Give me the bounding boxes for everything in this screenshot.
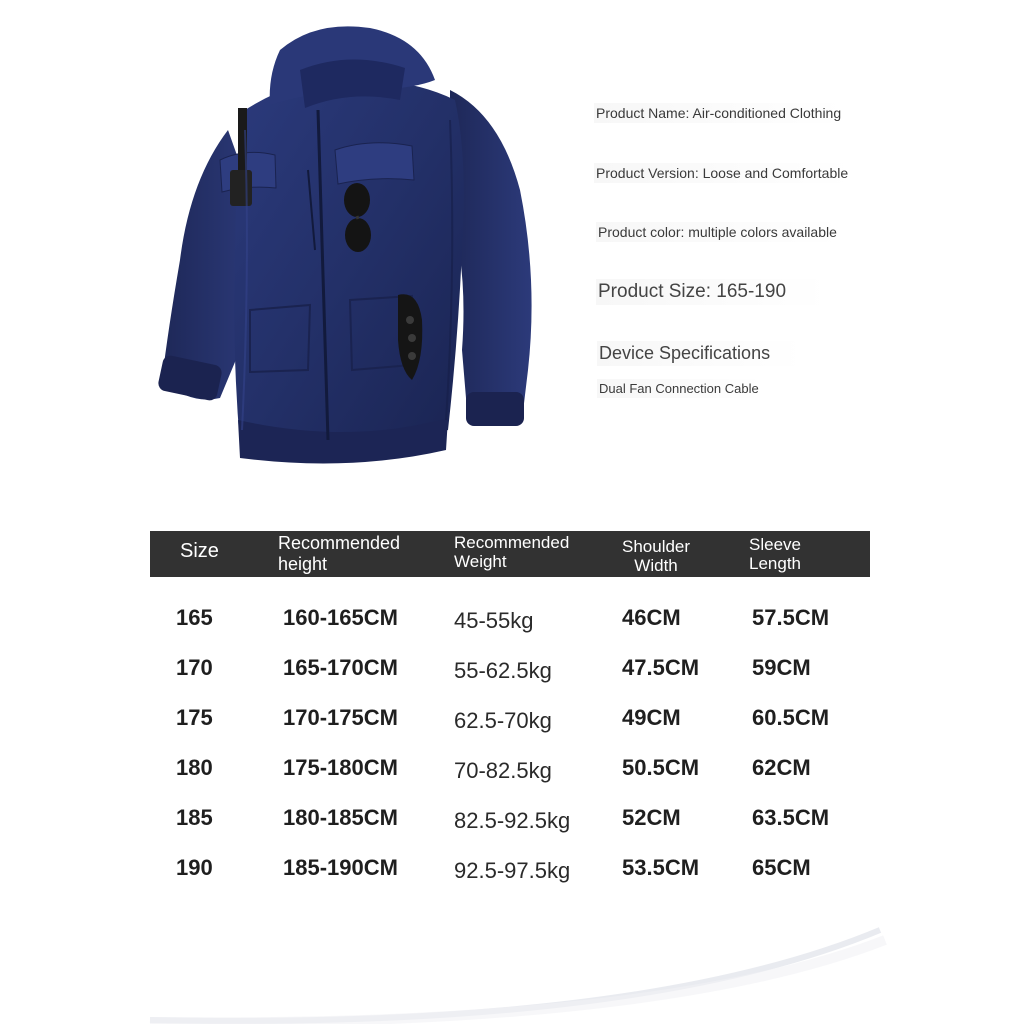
cell-size: 175 [176, 705, 213, 730]
cell-size: 165 [176, 605, 213, 630]
cell-sleeve: 65CM [752, 855, 811, 880]
header-recommended-height: Recommended height [278, 533, 401, 574]
cell-size: 185 [176, 805, 213, 830]
product-name: Product Name: Air-conditioned Clothing [594, 103, 845, 123]
cell-shoulder: 49CM [622, 705, 681, 730]
cell-weight: 45-55kg [454, 608, 534, 633]
cell-size: 190 [176, 855, 213, 880]
size-table-header [150, 531, 870, 577]
cell-shoulder: 46CM [622, 605, 681, 630]
cell-sleeve: 63.5CM [752, 805, 830, 830]
decorative-swoosh [140, 900, 900, 1024]
cell-sleeve: 60.5CM [752, 705, 830, 730]
table-row [0, 855, 1024, 895]
cell-weight: 82.5-92.5kg [454, 808, 571, 833]
header-recommended-weight: Recommended Weight [454, 533, 570, 571]
cell-weight: 70-82.5kg [454, 758, 552, 783]
cell-height: 175-180CM [283, 755, 398, 780]
table-row [0, 655, 1024, 695]
cell-height: 170-175CM [283, 705, 398, 730]
cell-shoulder: 47.5CM [622, 655, 700, 680]
table-row [0, 805, 1024, 845]
product-size: Product Size: 165-190 [596, 279, 828, 305]
jacket-product-image [150, 20, 550, 475]
table-row [0, 605, 1024, 645]
cell-shoulder: 53.5CM [622, 855, 700, 880]
cell-height: 185-190CM [283, 855, 398, 880]
cell-weight: 62.5-70kg [454, 708, 552, 733]
cell-sleeve: 57.5CM [752, 605, 830, 630]
header-shoulder-width: Shoulder Width [622, 537, 691, 575]
cell-shoulder: 52CM [622, 805, 681, 830]
cell-size: 170 [176, 655, 213, 680]
cell-sleeve: 59CM [752, 655, 811, 680]
product-version: Product Version: Loose and Comfortable [594, 163, 852, 183]
device-specifications-heading: Device Specifications [597, 341, 803, 366]
table-row [0, 705, 1024, 745]
cell-sleeve: 62CM [752, 755, 811, 780]
cell-weight: 55-62.5kg [454, 658, 552, 683]
cell-height: 165-170CM [283, 655, 398, 680]
table-row [0, 755, 1024, 795]
cell-size: 180 [176, 755, 213, 780]
cell-weight: 92.5-97.5kg [454, 858, 571, 883]
device-specification-detail: Dual Fan Connection Cable [597, 379, 763, 398]
header-sleeve-length: Sleeve Length [749, 535, 801, 573]
product-color: Product color: multiple colors available [596, 222, 841, 242]
cell-height: 180-185CM [283, 805, 398, 830]
header-size: Size [180, 540, 219, 562]
cell-shoulder: 50.5CM [622, 755, 700, 780]
cell-height: 160-165CM [283, 605, 398, 630]
